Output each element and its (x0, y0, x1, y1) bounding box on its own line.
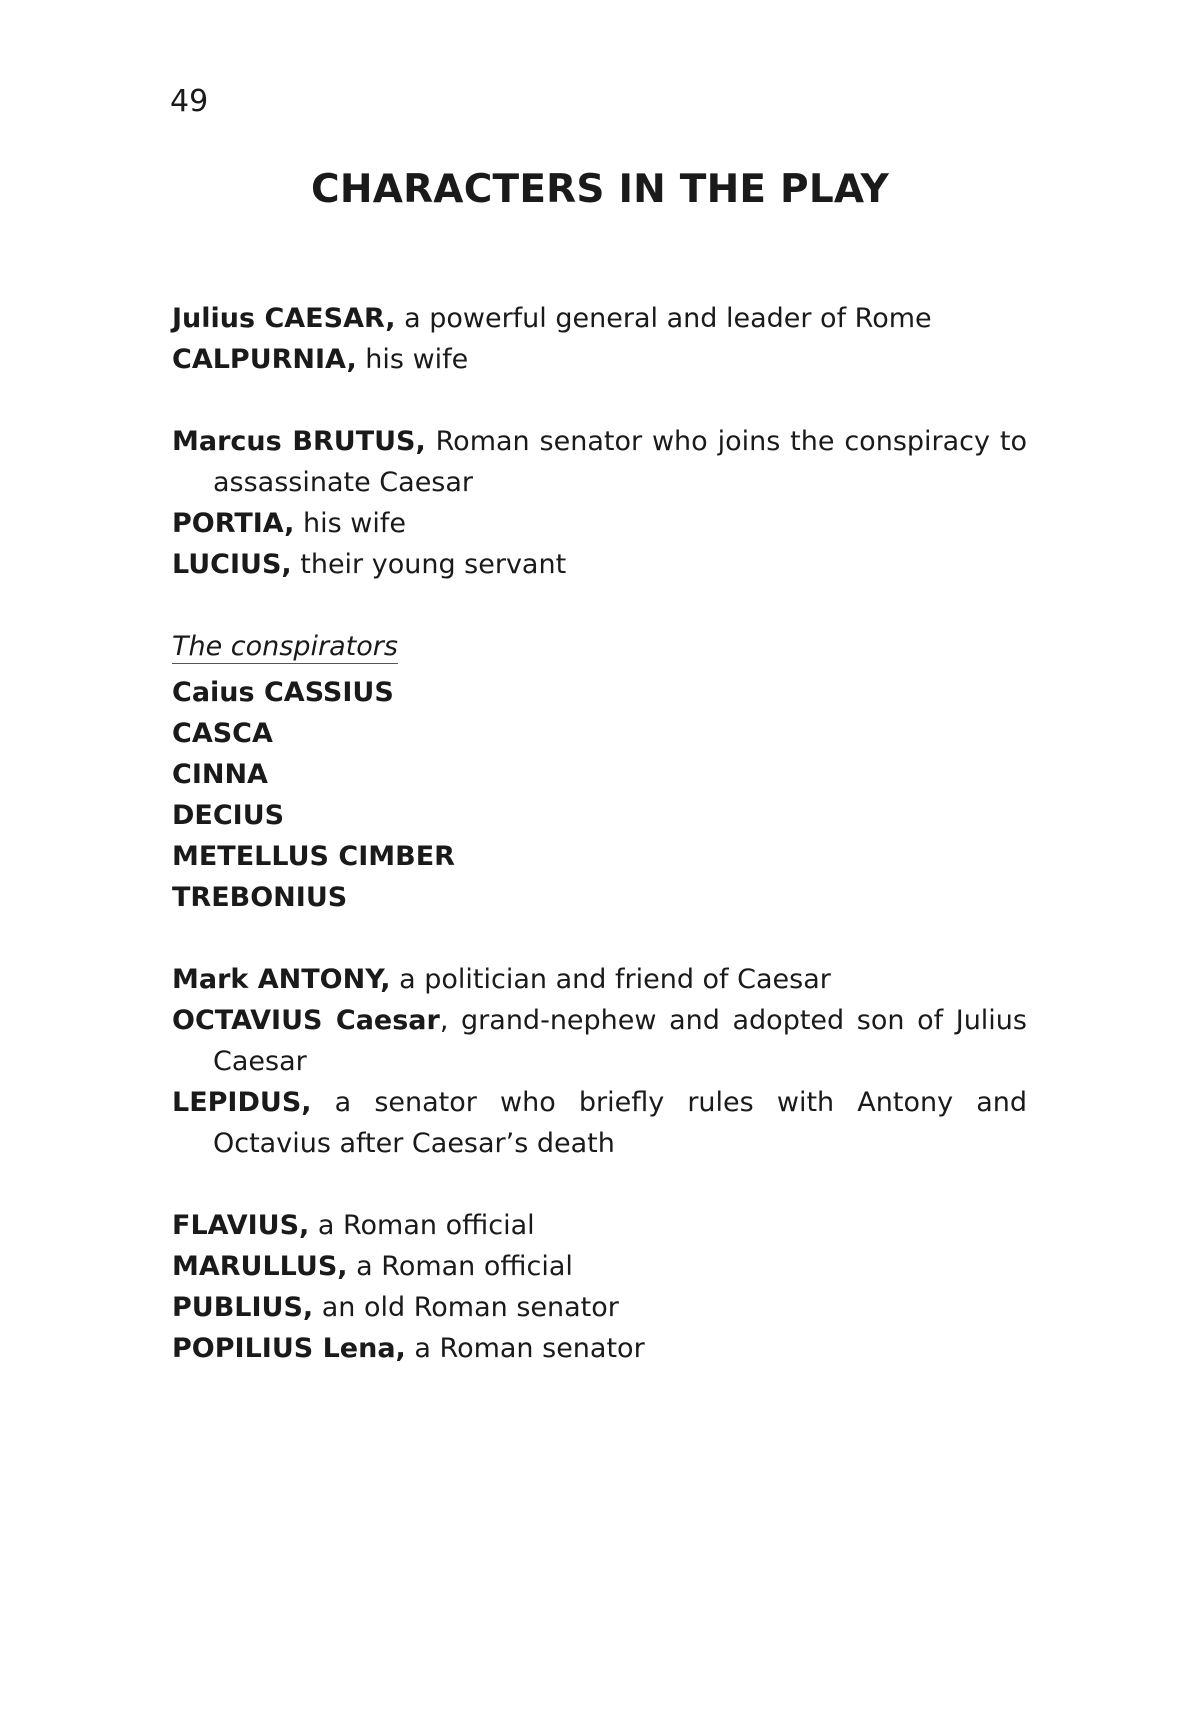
group-heading: The conspirators (172, 631, 398, 662)
character-name: Mark ANTONY, (172, 964, 391, 995)
character-description: Roman senator who joins the conspiracy to assassinate Caesar (213, 426, 1027, 498)
character-description: a senator who briefly rules with Antony and Octavius after Caesar’s death (213, 1087, 1027, 1159)
cast-list (172, 298, 1027, 1410)
cast-entry (172, 503, 1027, 544)
cast-entry (172, 421, 1027, 503)
cast-entry (172, 1246, 1027, 1287)
cast-group (172, 421, 1027, 585)
character-name: Marcus BRUTUS, (172, 426, 426, 457)
character-name: LEPIDUS, (172, 1087, 312, 1118)
character-description: a powerful general and leader of Rome (395, 303, 932, 334)
character-name: CASCA (172, 718, 273, 749)
cast-entry (172, 713, 1027, 754)
character-name: Caius CASSIUS (172, 677, 394, 708)
character-name: CALPURNIA, (172, 344, 357, 375)
character-name: DECIUS (172, 800, 285, 831)
cast-group (172, 298, 1027, 380)
character-description: a Roman official (309, 1210, 535, 1241)
cast-group (172, 959, 1027, 1164)
cast-entry (172, 877, 1027, 918)
character-name: TREBONIUS (172, 882, 348, 913)
cast-entry (172, 836, 1027, 877)
character-name: MARULLUS, (172, 1251, 348, 1282)
character-description: a Roman senator (405, 1333, 645, 1364)
cast-entry (172, 1328, 1027, 1369)
cast-entry (172, 339, 1027, 380)
cast-entry (172, 795, 1027, 836)
cast-entry (172, 1000, 1027, 1082)
character-name: PORTIA, (172, 508, 295, 539)
cast-entry (172, 1287, 1027, 1328)
cast-entry (172, 298, 1027, 339)
character-description: , grand-nephew and adopted son of Julius Caesar (213, 1005, 1027, 1077)
cast-entry (172, 1205, 1027, 1246)
character-name: CINNA (172, 759, 268, 790)
character-description: an old Roman senator (313, 1292, 619, 1323)
character-name: METELLUS CIMBER (172, 841, 455, 872)
cast-entry (172, 754, 1027, 795)
character-description: a politician and friend of Caesar (390, 964, 831, 995)
cast-entry (172, 672, 1027, 713)
character-name: OCTAVIUS Caesar (172, 1005, 440, 1036)
page-number: 49 (170, 84, 209, 119)
page-title: CHARACTERS IN THE PLAY (311, 167, 889, 212)
character-name: POPILIUS Lena, (172, 1333, 406, 1364)
character-name: FLAVIUS, (172, 1210, 310, 1241)
character-name: PUBLIUS, (172, 1292, 314, 1323)
character-description: his wife (356, 344, 469, 375)
character-description: his wife (294, 508, 406, 539)
cast-group (172, 1205, 1027, 1369)
character-name: Julius CAESAR, (172, 303, 396, 334)
cast-entry (172, 1082, 1027, 1164)
character-description: their young servant (291, 549, 567, 580)
cast-entry (172, 544, 1027, 585)
cast-entry (172, 959, 1027, 1000)
character-name: LUCIUS, (172, 549, 292, 580)
cast-group-conspirators (172, 626, 1027, 918)
character-description: a Roman official (347, 1251, 573, 1282)
